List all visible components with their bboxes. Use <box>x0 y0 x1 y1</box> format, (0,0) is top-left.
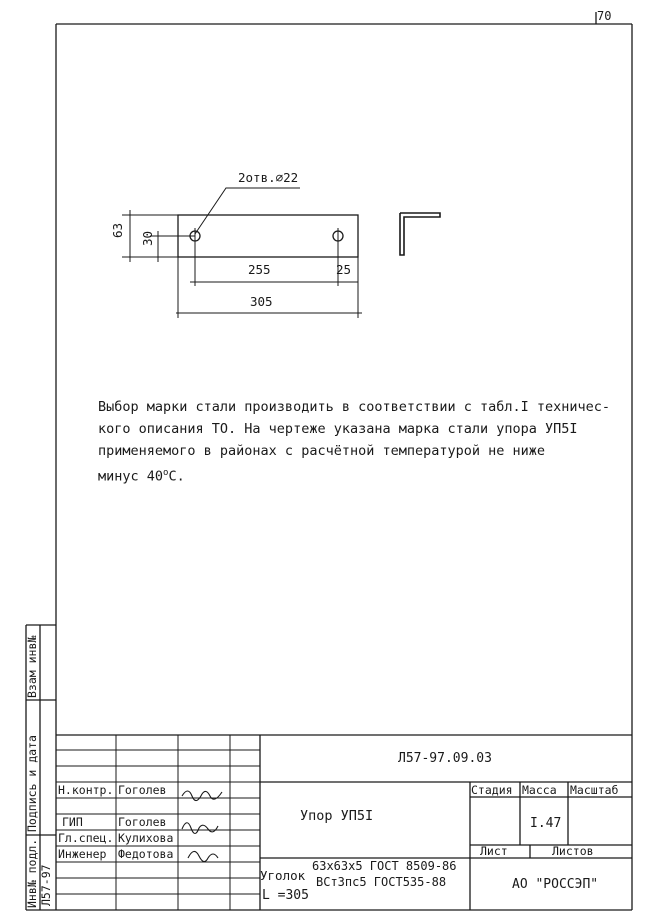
page-number: 70 <box>597 9 612 23</box>
note-line-2: кого описания ТО. На чертеже указана марка стали упора УП5I <box>98 421 578 437</box>
name-nkontr: Гоголев <box>118 783 167 797</box>
length-label: L =305 <box>262 888 309 903</box>
note-degree-sup: о <box>163 468 169 478</box>
name-gip: Гоголев <box>118 815 167 829</box>
angle-profile-section <box>400 213 440 255</box>
technical-note <box>98 396 618 488</box>
side-stamp-doc-code: Л57-97 <box>39 864 53 906</box>
note-line-4-prefix: минус 40 <box>98 468 164 485</box>
doc-number: Л57-97.09.03 <box>398 751 492 766</box>
plate-outline <box>178 215 358 257</box>
note-line-3: применяемого в районах с расчётной температурой не ниже <box>98 443 546 459</box>
role-nkontr: Н.контр. <box>58 783 114 797</box>
mass-header: Масса <box>522 783 557 797</box>
sheet-label: Лист <box>480 844 508 858</box>
stage-header: Стадия <box>471 783 513 797</box>
side-stamp-replace-inv: Взам инв№ <box>25 635 39 698</box>
role-gip: ГИП <box>62 815 83 829</box>
note-line-1: Выбор марки стали производить в соответствии с табл.I техничес- <box>98 399 611 415</box>
signature-nkontr <box>182 791 222 801</box>
role-gl-spec: Гл.спец. <box>58 831 114 845</box>
note-line-4 <box>98 462 618 488</box>
scale-header: Масштаб <box>570 783 619 797</box>
role-engineer: Инженер <box>58 847 107 861</box>
side-stamp-sign-date: Подпись и дата <box>25 735 39 832</box>
material-steel: ВСт3пс5 ГОСТ535-88 <box>316 875 447 889</box>
dim-offset-label: 30 <box>140 230 155 246</box>
mass-value: I.47 <box>530 816 562 831</box>
sheets-label: Листов <box>552 844 594 858</box>
note-line-4-suffix: С. <box>168 468 185 485</box>
dim-edge-label: 25 <box>336 262 352 277</box>
hole-callout-leader <box>195 188 300 234</box>
dim-height-label: 63 <box>110 222 125 238</box>
item-name: Упор УП5I <box>300 808 374 824</box>
dim-hole-spacing-label: 255 <box>248 262 271 277</box>
signature-engineer <box>188 851 218 861</box>
name-gl-spec: Кулихова <box>118 831 174 845</box>
organization: АО "РОССЭП" <box>512 877 599 892</box>
side-stamp-inv-orig: Инв№ подл. <box>25 838 39 908</box>
signature-gip <box>182 823 218 834</box>
hole-callout-label: 2отв.⌀22 <box>238 170 299 185</box>
material-label: Уголок <box>260 868 306 883</box>
name-engineer: Федотова <box>118 847 174 861</box>
material-profile: 63х63х5 ГОСТ 8509-86 <box>312 859 457 873</box>
dim-length-label: 305 <box>250 294 273 309</box>
